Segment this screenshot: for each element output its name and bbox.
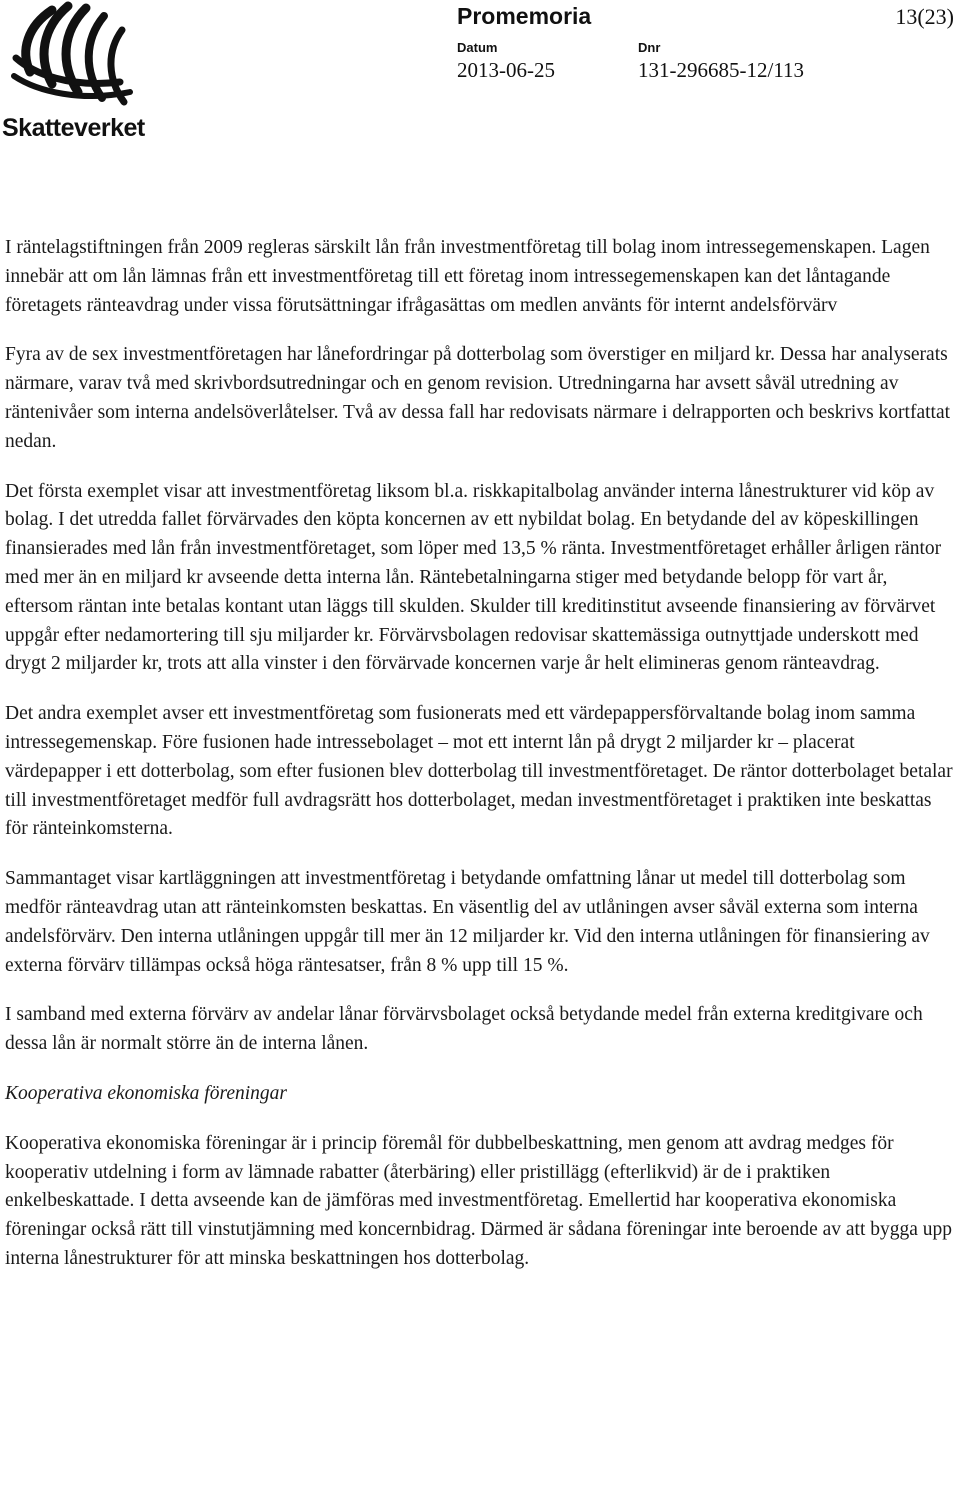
document-type: Promemoria (457, 3, 592, 29)
paragraph: Kooperativa ekonomiska föreningar är i princip föremål för dubbelbeskattning, men genom att avdrag medges för kooperativ utdelning i form av lämnade rabatter (återbäring) eller pristillägg (efterlikvid) är de i praktiken enkelbeskattade. I detta avseende kan de jämföras med investmentföretag. Emellertid har kooperativa ekonomiska föreningar också rätt till vinstutjämning med koncernbidrag. Därmed är sådana föreningar inte beroende av att bygga upp interna lånestrukturer för att minska beskattningen hos dotterbolag. (5, 1132, 953, 1269)
paragraph: Det första exemplet visar att investmentföretag liksom bl.a. riskkapitalbolag använder interna lånestrukturer vid köp av bolag. I det utredda fallet förvärvades den köpta koncernen av ett nybildat bolag. En betydande del av köpeskillingen finansierades med lån från investmentföretaget, som löper med 13,5 % ränta. Investmentföretaget erhåller årligen räntor med mer än en miljard kr avseende detta interna lån. Räntebetalningarna stiger med betydande belopp för vart år, eftersom räntan inte betalas kontant utan läggs till skulden. Skulder till kreditinstitut avseende finansiering av förvärvet uppgår efter nedamortering till sju miljarder kr. Förvärvsbolagen redovisar skattemässiga outnyttjade underskott med drygt 2 miljarder kr, trots att alla vinster i den förvärvade koncernen varje år helt elimineras genom ränteavdrag. (5, 480, 942, 675)
date-label: Datum (457, 40, 498, 55)
skatteverket-logo (0, 0, 160, 145)
paragraph: I samband med externa förvärv av andelar lånar förvärvsbolaget också betydande medel från externa kreditgivare och dessa lån är normalt större än de interna lånen. (5, 1004, 923, 1055)
dnr-label: Dnr (638, 40, 661, 55)
skatteverket-emblem-icon (0, 0, 160, 115)
document-body (5, 234, 955, 1295)
dnr-value: 131-296685-12/113 (638, 58, 805, 82)
section-heading: Kooperativa ekonomiska föreningar (5, 1082, 287, 1104)
page-number: 13(23) (895, 4, 954, 29)
logo-text: Skatteverket (2, 114, 145, 142)
paragraph: Fyra av de sex investmentföretagen har lånefordringar på dotterbolag som överstiger en miljard kr. Dessa har analyserats närmare, varav två med skrivbordsutredningar och en genom revision. Utredningarna har avsett såväl utredning av räntenivåer som interna andelsöverlåtelser. Två av dessa fall har redovisats närmare i delrapporten och beskrivs kortfattat nedan. (5, 344, 951, 452)
paragraph: Sammantaget visar kartläggningen att investmentföretag i betydande omfattning lånar ut medel till dotterbolag som medför ränteavdrag utan att ränteinkomsten beskattas. En väsentlig del av utlåningen avser såväl externa som interna andelsförvärv. Den interna utlåningen uppgår till mer än 12 miljarder kr. Vid den interna utlåningen för finansiering av externa förvärv tillämpas också höga räntesatser, från 8 % upp till 15 %. (5, 868, 930, 976)
paragraph: I räntelagstiftningen från 2009 regleras särskilt lån från investmentföretag till bolag inom intressegemenskapen. Lagen innebär att om lån lämnas från ett investmentföretag till ett företag inom intressegemenskapen kan det låntagande företagets ränteavdrag under vissa förutsättningar ifrågasättas om medlen använts för internt andelsförvärv (5, 237, 930, 316)
date-value: 2013-06-25 (457, 58, 555, 82)
paragraph: Det andra exemplet avser ett investmentföretag som fusionerats med ett värdepappersförvaltande bolag inom samma intressegemenskap. Före fusionen hade intressebolaget – mot ett internt lån på drygt 2 miljarder kr – placerat värdepapper i ett dotterbolag, som efter fusionen blev dotterbolag till investmentföretaget. De räntor dotterbolaget betalar till investmentföretaget medför full avdragsrätt hos dotterbolaget, medan investmentföretaget i praktiken inte beskattas för ränteinkomsterna. (5, 703, 953, 840)
